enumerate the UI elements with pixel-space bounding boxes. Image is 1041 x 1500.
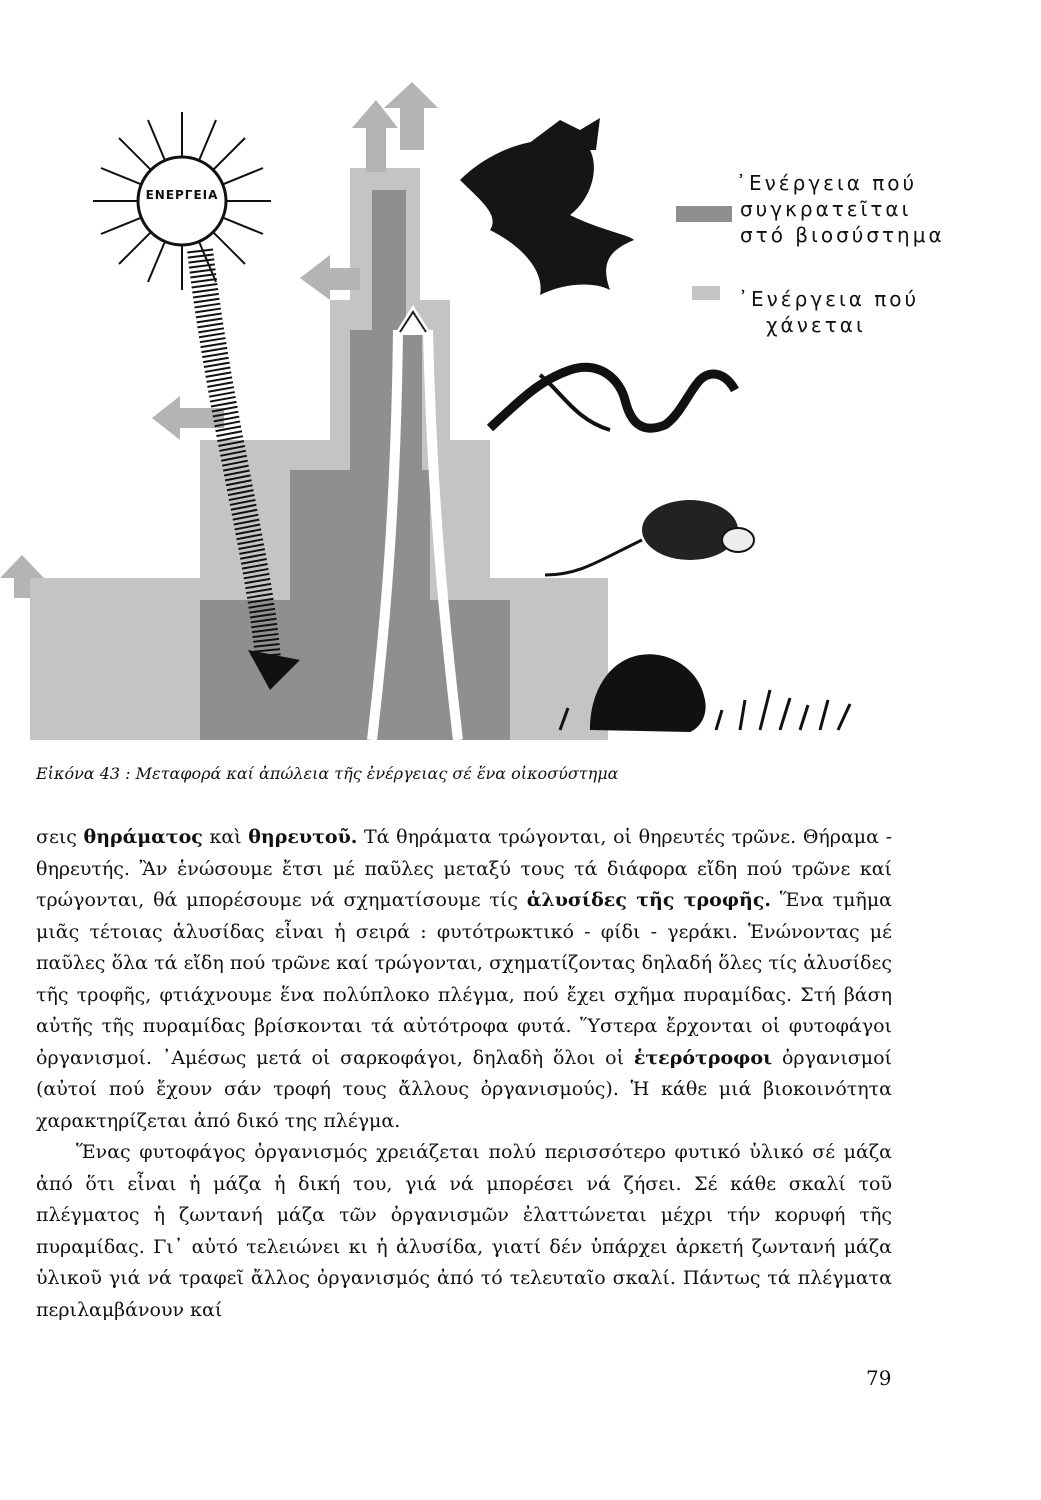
legend-retained-line-1: ᾿Ενέργεια πού (736, 171, 918, 195)
hawk-icon (460, 118, 634, 295)
legend-lost-energy (738, 286, 919, 338)
term-food-chains: ἁλυσίδες τῆς τροφῆς. (526, 889, 772, 911)
pyramid-level3-retained (350, 330, 422, 475)
caption-text: Μεταφορά καί ἀπώλεια τῆς ἐνέργειας σέ ἕνα οἰκοσύστημα (135, 764, 619, 783)
term-predator: θηρευτοῦ. (248, 826, 358, 848)
text-segment: Τά θηράματα τρώγονται, οἱ θηρευτές τρῶνε. Θήραμα - θηρευτής. Ἂν ἑνώσουμε ἔτσι μέ παῦλες μεταξύ τους τά διάφορα εἴδη πού τρῶνε καί τρώγονται, θά μπορέσουμε νά σχηματίσουμε τίς (36, 826, 892, 911)
text-segment: σεις (36, 826, 84, 848)
body-text (36, 822, 892, 1326)
caption-label: Εἰκόνα 43 : (36, 764, 131, 783)
paragraph-1 (36, 822, 892, 1137)
pyramid-base-retained (200, 600, 510, 740)
legend-retained-line-3: στό βιοσύστημα (740, 223, 945, 247)
legend-swatch-retained (676, 206, 732, 222)
term-heterotrophs: ἑτερότροφοι (633, 1046, 773, 1069)
arrow-lost-top (352, 100, 398, 172)
pyramid-level4-retained (372, 190, 406, 335)
paragraph-2: Ἕνας φυτοφάγος ὀργανισμός χρειάζεται πολύ περισσότερο φυτικό ὑλικό σέ μάζα ἀπό ὅτι εἶναι ἡ μάζα ἡ δική του, γιά νά μπορέσει νά ζήσει. Σέ κάθε σκαλί τοῦ πλέγματος ἡ ζωντανή μάζα τῶν ὀργανισμῶν ἐλαττώνεται μέχρι τήν κορυφή τῆς πυραμίδας. Γι᾿ αὐτό τελειώνει κι ἡ ἁλυσίδα, γιατί δέν ὑπάρχει ἀρκετή ζωντανή μάζα ὑλικοῦ γιά νά τραφεῖ ἄλλος ὀργανισμός ἀπό τό τελευταῖο σκαλί. Πάντως τά πλέγματα περιλαμβάνουν καί (36, 1141, 892, 1321)
text-segment: ὀργανισμοί (αὐτοί πού ἔχουν σάν τροφή τους ἄλλους ὀργανισμούς). Ἡ κάθε μιά βιοκοινότητα χαρακτηρίζεται ἀπό δικό της πλέγμα. (36, 1046, 892, 1132)
page-number: 79 (866, 1366, 892, 1390)
sun-label: ΕΝΕΡΓΕΙΑ (145, 188, 219, 202)
legend-retained-energy (736, 170, 945, 248)
legend-swatch-lost (692, 286, 720, 300)
legend-lost-line-1: ᾿Ενέργεια πού (738, 287, 920, 311)
legend-retained-line-2: συγκρατεῖται (740, 197, 912, 221)
rodent-icon (545, 500, 754, 575)
figure-caption (36, 764, 896, 783)
arrow-lost-level2 (152, 396, 224, 440)
snake-icon (490, 367, 735, 430)
text-segment: Ἕνα τμῆμα μιᾶς τέτοιας ἁλυσίδας εἶναι ἡ σειρά : φυτότρωκτικό - φίδι - γεράκι. Ἑνώνοντας μέ παῦλες ὅλα τά εἴδη πού τρῶνε καί τρώγονται, σχηματίζοντας δηλαδή ὅλες τίς ἁλυσίδες τῆς τροφῆς, φτιάχνουμε ἕνα πολύπλοκο πλέγμα, πού ἔχει σχῆμα πυραμίδας. Στή βάση αὐτῆς τῆς πυραμίδας βρίσκονται τά αὐτότροφα φυτά. Ὕστερα ἔρχονται οἱ φυτοφάγοι ὀργανισμοί. ᾿Αμέσως μετά οἱ σαρκοφάγοι, δηλαδὴ ὅλοι οἱ (36, 889, 892, 1069)
term-prey: θηράματος (83, 826, 203, 848)
legend-lost-line-2: χάνεται (766, 313, 866, 337)
text-segment: καὶ (202, 826, 249, 848)
pyramid-level2-retained (290, 470, 430, 605)
arrow-lost-top2 (384, 82, 438, 150)
